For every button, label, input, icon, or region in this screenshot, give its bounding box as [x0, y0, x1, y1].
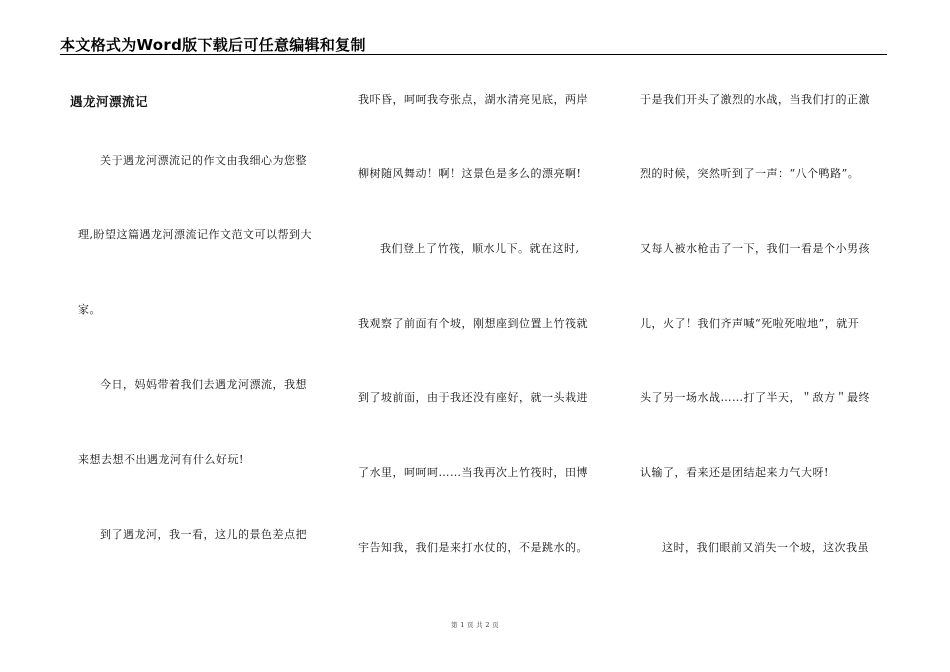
text-line: 我们登上了竹筏，顺水儿下。就在这时, [380, 242, 580, 255]
text-line: 来想去想不出遇龙河有什么好玩! [78, 453, 244, 466]
text-line: 又每人被水枪击了一下，我们一看是个小男孩 [640, 242, 870, 255]
text-line: 头了另一场水战……打了半天，＂敌方＂最终 [640, 391, 870, 404]
document-title: 遇龙河漂流记 [70, 94, 149, 109]
text-line: 认输了，看来还是团结起来力气大呀! [640, 466, 829, 479]
text-line: 宇告知我，我们是来打水仗的，不是跳水的。 [358, 541, 588, 554]
text-line: 关于遇龙河漂流记的作文由我细心为您整 [100, 154, 307, 167]
text-line: 这时，我们眼前又消失一个坡，这次我虽 [662, 541, 869, 554]
text-line: 我吓昏，呵呵我夸张点，湖水清亮见底，两岸 [358, 93, 588, 106]
document-header: 本文格式为Word版下载后可任意编辑和复制 [60, 36, 366, 54]
page-number: 第 1 页 共 2 页 [451, 621, 499, 629]
text-line: 我观察了前面有个坡，刚想座到位置上竹筏就 [358, 317, 588, 330]
header-divider [60, 54, 887, 55]
text-line: 了水里，呵呵呵……当我再次上竹筏时，田博 [358, 466, 588, 479]
text-line: 理,盼望这篇遇龙河漂流记作文范文可以帮到大 [78, 228, 312, 241]
text-line: 柳树随风舞动！啊！这景色是多么的漂亮啊! [358, 167, 582, 180]
text-line: 到了遇龙河，我一看，这儿的景色差点把 [100, 528, 307, 541]
text-line: 家。 [78, 303, 101, 316]
text-line: 儿，火了！我们齐声喊“死啦死啦地”，就开 [640, 317, 860, 330]
text-line: 于是我们开头了激烈的水战，当我们打的正激 [640, 93, 870, 106]
text-line: 烈的时候，突然听到了一声：“八个鸭路”。 [640, 167, 860, 180]
text-line: 今日，妈妈带着我们去遇龙河漂流，我想 [100, 378, 307, 391]
text-line: 到了坡前面，由于我还没有座好，就一头栽进 [358, 391, 588, 404]
